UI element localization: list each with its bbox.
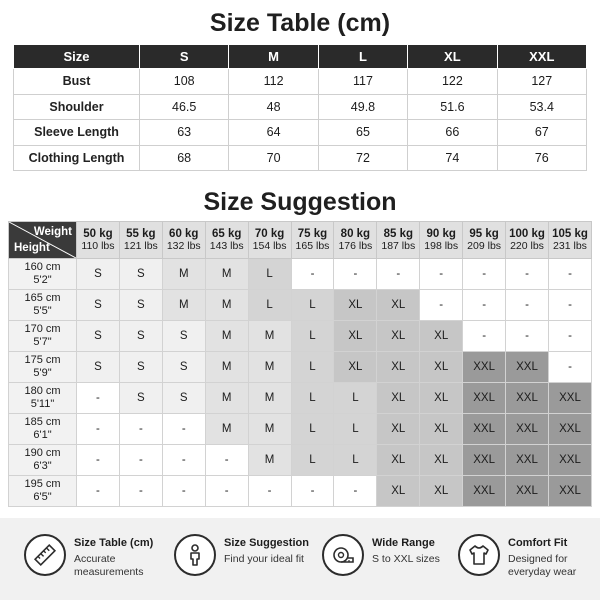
weight-lbs: 209 lbs: [467, 240, 502, 252]
weight-header: [420, 222, 463, 259]
size-recommendation-cell: S: [162, 383, 205, 414]
size-recommendation-cell: XXL: [506, 476, 549, 507]
height-ft: 5'2": [33, 274, 52, 286]
size-recommendation-cell: -: [334, 259, 377, 290]
weight-header: [77, 222, 120, 259]
weight-kg: 70 kg: [254, 228, 285, 240]
measurement-label: Sleeve Length: [14, 120, 140, 146]
size-header-xl: XL: [408, 45, 497, 69]
weight-kg: 90 kg: [426, 228, 456, 240]
size-recommendation-cell: S: [119, 290, 162, 321]
weight-header: [334, 222, 377, 259]
feature-title: Size Suggestion: [224, 537, 309, 549]
weight-header: [377, 222, 420, 259]
height-label: [9, 476, 77, 507]
size-recommendation-cell: -: [420, 290, 463, 321]
size-recommendation-cell: -: [205, 476, 248, 507]
ruler-icon: [24, 534, 66, 576]
size-recommendation-cell: L: [291, 445, 334, 476]
size-recommendation-cell: -: [463, 290, 506, 321]
measurement-value: 66: [408, 120, 497, 146]
height-row: [9, 476, 592, 507]
height-ft: 5'9": [33, 367, 52, 379]
size-recommendation-cell: -: [162, 445, 205, 476]
measurement-value: 46.5: [140, 94, 229, 120]
weight-lbs: 110 lbs: [81, 240, 115, 252]
height-label: [9, 414, 77, 445]
size-recommendation-cell: XL: [377, 290, 420, 321]
feature-wide-range: [322, 532, 462, 592]
size-recommendation-cell: -: [119, 476, 162, 507]
weight-lbs: 187 lbs: [381, 240, 416, 252]
measurement-value: 74: [408, 145, 497, 171]
feature-size-suggestion: [174, 532, 314, 592]
height-ft: 6'1": [33, 429, 52, 441]
size-recommendation-cell: -: [119, 445, 162, 476]
size-recommendation-cell: XXL: [463, 445, 506, 476]
height-row: [9, 321, 592, 352]
size-recommendation-cell: XL: [377, 321, 420, 352]
weight-lbs: 121 lbs: [123, 240, 158, 252]
height-label: [9, 445, 77, 476]
size-recommendation-cell: -: [463, 259, 506, 290]
weight-kg: 95 kg: [469, 228, 499, 240]
size-recommendation-cell: M: [248, 352, 291, 383]
height-ft: 5'11": [30, 398, 55, 410]
weight-lbs: 154 lbs: [252, 240, 287, 252]
size-recommendation-cell: M: [205, 259, 248, 290]
size-recommendation-cell: XXL: [506, 445, 549, 476]
size-recommendation-cell: -: [548, 290, 591, 321]
weight-header-row: [9, 222, 592, 259]
weight-kg: 100 kg: [509, 228, 545, 240]
size-recommendation-cell: XL: [420, 476, 463, 507]
weight-height-corner: [9, 222, 77, 259]
measurement-value: 64: [229, 120, 318, 146]
height-cm: 185 cm: [24, 416, 61, 428]
height-cm: 165 cm: [24, 292, 61, 304]
size-recommendation-cell: S: [162, 321, 205, 352]
size-recommendation-cell: M: [205, 383, 248, 414]
size-recommendation-cell: M: [205, 321, 248, 352]
size-recommendation-cell: -: [77, 383, 120, 414]
measurement-label: Shoulder: [14, 94, 140, 120]
size-recommendation-cell: S: [119, 352, 162, 383]
size-recommendation-cell: XXL: [548, 414, 591, 445]
feature-comfort-fit: [458, 532, 598, 592]
corner-weight-label: Weight: [33, 226, 72, 238]
height-cm: 175 cm: [24, 354, 61, 366]
weight-header: [506, 222, 549, 259]
measurement-value: 70: [229, 145, 318, 171]
measurement-label: Bust: [14, 69, 140, 95]
measurement-value: 53.4: [497, 94, 586, 120]
size-recommendation-cell: -: [548, 259, 591, 290]
size-table-row: [14, 94, 587, 120]
features-bar: [0, 518, 600, 600]
size-recommendation-cell: -: [77, 414, 120, 445]
size-table-header-row: [14, 45, 587, 69]
size-recommendation-cell: -: [205, 445, 248, 476]
size-recommendation-cell: -: [506, 259, 549, 290]
size-recommendation-cell: S: [119, 259, 162, 290]
tshirt-icon: [458, 534, 500, 576]
size-recommendation-cell: -: [506, 290, 549, 321]
size-recommendation-cell: -: [162, 414, 205, 445]
height-row: [9, 290, 592, 321]
size-recommendation-cell: L: [248, 290, 291, 321]
person-icon: [174, 534, 216, 576]
size-recommendation-cell: S: [77, 321, 120, 352]
feature-title: Size Table (cm): [74, 537, 154, 549]
weight-kg: 80 kg: [340, 228, 371, 240]
size-recommendation-cell: XL: [420, 321, 463, 352]
size-recommendation-cell: -: [463, 321, 506, 352]
size-suggestion-table: [8, 221, 592, 507]
size-recommendation-cell: -: [248, 476, 291, 507]
tape-measure-icon: [322, 534, 364, 576]
weight-lbs: 176 lbs: [338, 240, 373, 252]
size-recommendation-cell: M: [248, 414, 291, 445]
size-table: [13, 44, 587, 171]
size-recommendation-cell: L: [334, 383, 377, 414]
size-recommendation-cell: XL: [377, 476, 420, 507]
height-cm: 195 cm: [24, 478, 61, 490]
measurement-value: 108: [140, 69, 229, 95]
size-recommendation-cell: S: [162, 352, 205, 383]
size-recommendation-cell: L: [334, 414, 377, 445]
size-header-xxl: XXL: [497, 45, 586, 69]
size-recommendation-cell: -: [377, 259, 420, 290]
size-recommendation-cell: L: [291, 414, 334, 445]
measurement-value: 117: [318, 69, 407, 95]
size-recommendation-cell: L: [291, 352, 334, 383]
weight-lbs: 231 lbs: [553, 240, 587, 252]
measurement-value: 48: [229, 94, 318, 120]
size-recommendation-cell: XXL: [506, 383, 549, 414]
size-recommendation-cell: M: [205, 290, 248, 321]
height-ft: 5'5": [33, 305, 52, 317]
size-recommendation-cell: M: [205, 414, 248, 445]
measurement-value: 68: [140, 145, 229, 171]
size-recommendation-cell: XL: [377, 352, 420, 383]
size-recommendation-cell: XL: [377, 414, 420, 445]
size-recommendation-cell: XL: [420, 352, 463, 383]
size-recommendation-cell: -: [548, 352, 591, 383]
size-header-label: Size: [14, 45, 140, 69]
measurement-value: 67: [497, 120, 586, 146]
size-recommendation-cell: M: [205, 352, 248, 383]
size-recommendation-cell: L: [291, 290, 334, 321]
size-recommendation-cell: -: [420, 259, 463, 290]
size-header-l: L: [318, 45, 407, 69]
weight-kg: 50 kg: [83, 228, 113, 240]
height-row: [9, 383, 592, 414]
size-recommendation-cell: XXL: [463, 476, 506, 507]
size-recommendation-cell: L: [334, 445, 377, 476]
weight-header: [291, 222, 334, 259]
weight-kg: 65 kg: [211, 228, 242, 240]
size-recommendation-cell: -: [291, 476, 334, 507]
feature-title: Wide Range: [372, 537, 435, 549]
size-recommendation-cell: XL: [420, 383, 463, 414]
size-recommendation-cell: S: [119, 383, 162, 414]
size-recommendation-cell: XL: [334, 352, 377, 383]
size-header-s: S: [140, 45, 229, 69]
size-recommendation-cell: XXL: [548, 383, 591, 414]
size-table-title: Size Table (cm): [209, 9, 391, 37]
size-suggestion-title: Size Suggestion: [203, 188, 397, 216]
weight-lbs: 143 lbs: [209, 240, 244, 252]
size-recommendation-cell: XL: [420, 445, 463, 476]
measurement-value: 127: [497, 69, 586, 95]
weight-header: [463, 222, 506, 259]
size-recommendation-cell: XXL: [463, 414, 506, 445]
weight-header: [205, 222, 248, 259]
size-recommendation-cell: -: [334, 476, 377, 507]
size-recommendation-cell: M: [248, 321, 291, 352]
measurement-label: Clothing Length: [14, 145, 140, 171]
weight-kg: 60 kg: [169, 228, 199, 240]
measurement-value: 65: [318, 120, 407, 146]
size-recommendation-cell: -: [162, 476, 205, 507]
size-recommendation-cell: S: [77, 290, 120, 321]
size-recommendation-cell: S: [77, 352, 120, 383]
size-recommendation-cell: -: [77, 445, 120, 476]
size-recommendation-cell: M: [248, 383, 291, 414]
size-recommendation-cell: S: [119, 321, 162, 352]
height-label: [9, 383, 77, 414]
size-recommendation-cell: M: [162, 259, 205, 290]
size-header-m: M: [229, 45, 318, 69]
size-recommendation-cell: XL: [334, 290, 377, 321]
feature-desc: Find your ideal fit: [224, 553, 304, 565]
size-recommendation-cell: M: [248, 445, 291, 476]
height-label: [9, 259, 77, 290]
size-recommendation-cell: L: [248, 259, 291, 290]
size-table-row: [14, 120, 587, 146]
weight-kg: 85 kg: [383, 228, 413, 240]
measurement-value: 51.6: [408, 94, 497, 120]
size-recommendation-cell: XL: [377, 445, 420, 476]
size-recommendation-cell: XXL: [463, 352, 506, 383]
height-row: [9, 445, 592, 476]
size-recommendation-cell: XXL: [506, 414, 549, 445]
size-recommendation-cell: XL: [334, 321, 377, 352]
weight-header: [119, 222, 162, 259]
weight-header: [162, 222, 205, 259]
height-cm: 170 cm: [24, 323, 61, 335]
size-recommendation-cell: -: [119, 414, 162, 445]
height-label: [9, 290, 77, 321]
weight-lbs: 198 lbs: [424, 240, 459, 252]
height-cm: 190 cm: [24, 447, 61, 459]
weight-lbs: 165 lbs: [295, 240, 330, 252]
size-recommendation-cell: S: [77, 259, 120, 290]
feature-desc: Designed for everyday wear: [508, 553, 577, 578]
size-recommendation-cell: -: [77, 476, 120, 507]
corner-height-label: Height: [14, 242, 50, 254]
size-table-row: [14, 69, 587, 95]
size-recommendation-cell: M: [162, 290, 205, 321]
measurement-value: 122: [408, 69, 497, 95]
size-recommendation-cell: XXL: [548, 445, 591, 476]
measurement-value: 112: [229, 69, 318, 95]
weight-header: [548, 222, 591, 259]
height-label: [9, 352, 77, 383]
size-table-row: [14, 145, 587, 171]
size-recommendation-cell: XXL: [548, 476, 591, 507]
size-recommendation-cell: L: [291, 383, 334, 414]
weight-kg: 105 kg: [552, 228, 588, 240]
feature-size-table: [24, 532, 164, 592]
height-row: [9, 414, 592, 445]
size-recommendation-cell: -: [548, 321, 591, 352]
height-row: [9, 352, 592, 383]
size-recommendation-cell: -: [506, 321, 549, 352]
weight-lbs: 132 lbs: [166, 240, 201, 252]
weight-lbs: 220 lbs: [510, 240, 544, 252]
feature-desc: Accurate measurements: [74, 553, 144, 578]
measurement-value: 72: [318, 145, 407, 171]
measurement-value: 76: [497, 145, 586, 171]
size-recommendation-cell: -: [291, 259, 334, 290]
height-ft: 5'7": [33, 336, 52, 348]
size-recommendation-cell: XXL: [463, 383, 506, 414]
size-recommendation-cell: XL: [420, 414, 463, 445]
height-ft: 6'3": [33, 460, 52, 472]
size-recommendation-cell: XL: [377, 383, 420, 414]
size-recommendation-cell: XXL: [506, 352, 549, 383]
size-recommendation-cell: L: [291, 321, 334, 352]
height-ft: 6'5": [33, 491, 52, 503]
weight-kg: 55 kg: [126, 228, 156, 240]
height-row: [9, 259, 592, 290]
height-cm: 180 cm: [24, 385, 61, 397]
measurement-value: 49.8: [318, 94, 407, 120]
feature-title: Comfort Fit: [508, 537, 568, 549]
weight-kg: 75 kg: [297, 228, 328, 240]
measurement-value: 63: [140, 120, 229, 146]
height-cm: 160 cm: [24, 261, 61, 273]
weight-header: [248, 222, 291, 259]
height-label: [9, 321, 77, 352]
feature-desc: S to XXL sizes: [372, 553, 440, 565]
